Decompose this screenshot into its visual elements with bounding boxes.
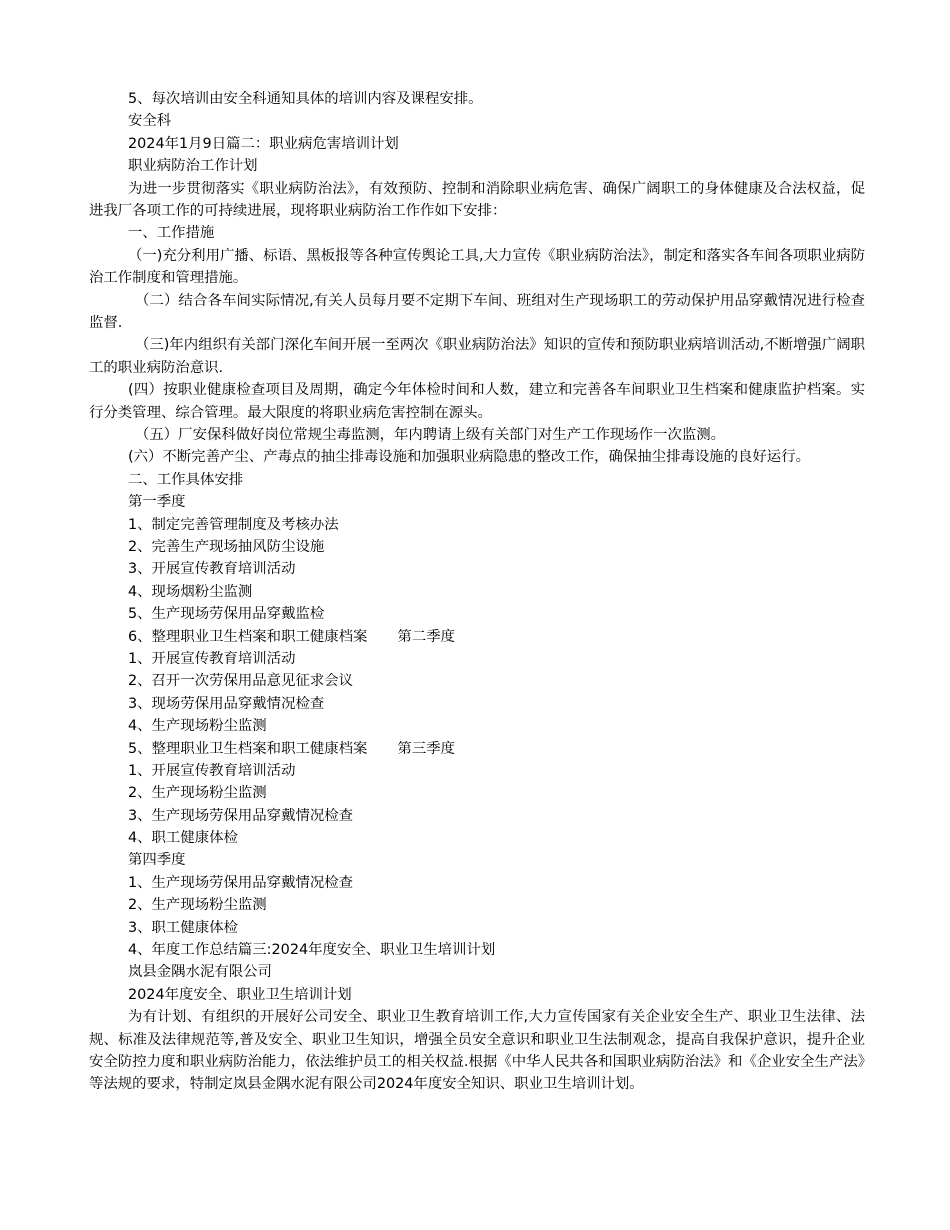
measure-3: （三)年内组织有关部门深化车间开展一至两次《职业病防治法》知识的宣传和预防职业病培训活动,不断增强广阔职工的职业病防治意识. xyxy=(89,337,865,376)
quarter-4-title: 第四季度 xyxy=(128,852,186,869)
list-item: 1、生产现场劳保用品穿戴情况检查 xyxy=(128,874,354,891)
plan-title: 2024年度安全、职业卫生培训计划 xyxy=(128,986,352,1003)
section-heading-measures: 一、工作措施 xyxy=(128,225,215,242)
list-item: 5、生产现场劳保用品穿戴监检 xyxy=(128,606,325,623)
list-item: 4、职工健康体检 xyxy=(128,830,238,847)
list-item: 4、现场烟粉尘监测 xyxy=(128,583,253,600)
plan-heading: 职业病防治工作计划 xyxy=(128,158,258,175)
list-item: 2、生产现场粉尘监测 xyxy=(128,785,267,802)
list-item: 4、生产现场粉尘监测 xyxy=(128,718,267,735)
training-intro-paragraph: 为有计划、有组织的开展好公司安全、职业卫生教育培训工作,大力宣传国家有关企业安全生产、职业卫生法律、法规、标准及法律规范等,普及安全、职业卫生知识，增强全员安全意识和职业卫生法制观念，提高自我保护意识，提升企业安全防控力度和职业病防治能力，依法维护员工的相关权益.根据《中华人民共各和国职业病防治法》和《企业安全生产法》等法规的要求，特制定岚县金隅水泥有限公司2024年度安全知识、职业卫生培训计划。 xyxy=(89,1009,865,1093)
list-item-with-next-quarter xyxy=(89,626,865,648)
list-item: 4、年度工作总结篇三:2024年度安全、职业卫生培训计划 xyxy=(128,942,496,959)
document-page xyxy=(89,88,865,1096)
intro-paragraph: 为进一步贯彻落实《职业病防治法》，有效预防、控制和消除职业病危害、确保广阔职工的身体健康及合法权益，促进我厂各项工作的可持续进展，现将职业病防治工作作如下安排： xyxy=(89,180,865,219)
text-line: 5、每次培训由安全科通知具体的培训内容及课程安排。 xyxy=(128,91,483,107)
measure-4: (四）按职业健康检查项目及周期，确定今年体检时间和人数，建立和完善各车间职业卫生档案和健康监护档案。实行分类管理、综合管理。最大限度的将职业病危害控制在源头。 xyxy=(89,382,865,421)
list-item: 1、制定完善管理制度及考核办法 xyxy=(128,516,339,533)
list-item: 2、召开一次劳保用品意见征求会议 xyxy=(128,673,354,690)
quarter-2-title: 第二季度 xyxy=(397,628,455,645)
measure-2: （二）结合各车间实际情况,有关人员每月要不定期下车间、班组对生产现场职工的劳动保护用品穿戴情况进行检查监督. xyxy=(89,292,865,331)
list-item: 3、开展宣传教育培训活动 xyxy=(128,561,296,578)
measure-6: (六）不断完善产尘、产毒点的抽尘排毒设施和加强职业病隐患的整改工作，确保抽尘排毒设施的良好运行。 xyxy=(128,449,810,466)
measure-5: （五）厂安保科做好岗位常规尘毒监测，年内聘请上级有关部门对生产工作现场作一次监测。 xyxy=(135,427,726,444)
list-item: 2、生产现场粉尘监测 xyxy=(128,897,267,914)
quarter-3-title: 第三季度 xyxy=(397,740,455,757)
list-item: 5、整理职业卫生档案和职工健康档案 xyxy=(128,740,368,757)
list-item: 1、开展宣传教育培训活动 xyxy=(128,650,296,667)
list-item: 3、职工健康体检 xyxy=(128,919,238,936)
list-item-with-next-quarter xyxy=(89,738,865,760)
quarter-1-title: 第一季度 xyxy=(128,494,186,511)
list-item: 3、生产现场劳保用品穿戴情况检查 xyxy=(128,807,354,824)
department-signature: 安全科 xyxy=(128,113,172,130)
date-and-section-title: 2024年1月9日篇二：职业病危害培训计划 xyxy=(128,135,399,152)
list-item: 3、现场劳保用品穿戴情况检查 xyxy=(128,695,325,712)
company-name: 岚县金隅水泥有限公司 xyxy=(128,964,272,981)
list-item: 2、完善生产现场抽风防尘设施 xyxy=(128,539,325,555)
measure-1: （一)充分利用广播、标语、黑板报等各种宣传舆论工具,大力宣传《职业病防治法》，制定和落实各车间各项职业病防治工作制度和管理措施。 xyxy=(89,247,865,287)
list-item: 6、整理职业卫生档案和职工健康档案 xyxy=(128,628,368,645)
section-heading-schedule: 二、工作具体安排 xyxy=(128,471,244,488)
list-item: 1、开展宣传教育培训活动 xyxy=(128,762,296,779)
